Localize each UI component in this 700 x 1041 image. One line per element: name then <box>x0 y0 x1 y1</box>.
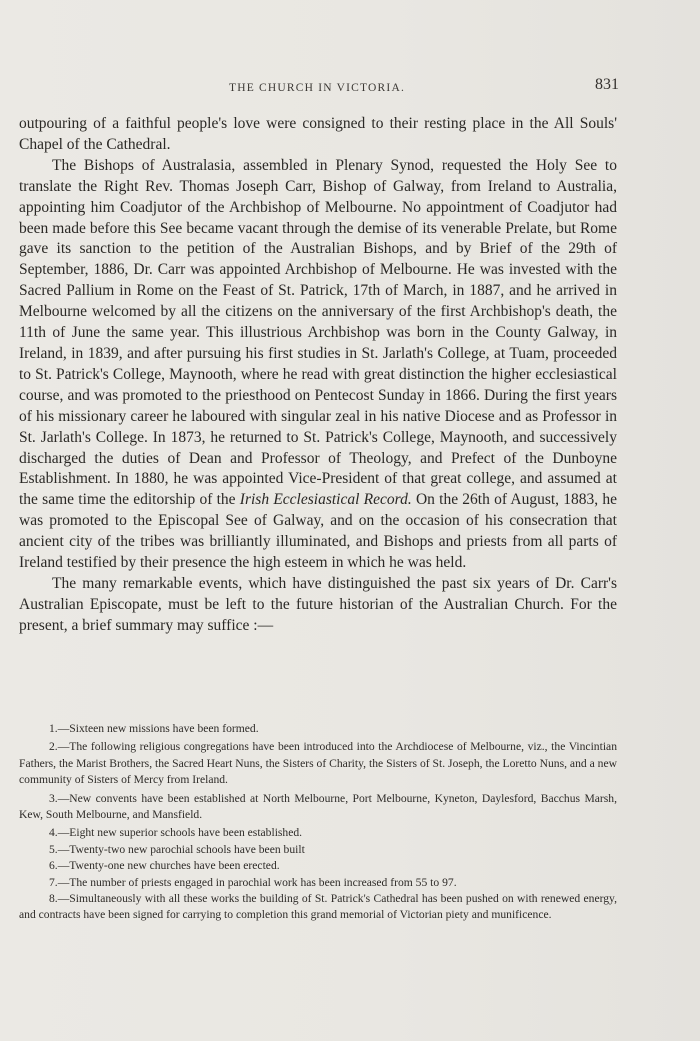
page-header <box>0 76 700 96</box>
paragraph-summary-intro: The many remarkable events, which have distinguished the past six years of Dr. Carr's Australian Episcopate, must be left to the future historian of the Australian Church. For the present, a brief summary may suffice :— <box>19 574 617 634</box>
list-item: 8.—Simultaneously with all these works the building of St. Patrick's Cathedral has been pushed on with renewed energy, and contracts have been signed for carrying to completion this grand memorial of Victorian piety and munificence. <box>19 892 617 922</box>
paragraph-archbishop-carr <box>19 156 617 574</box>
list-item: 2.—The following religious congregations have been introduced into the Archdiocese of Melbourne, viz., the Vincintian Fathers, the Marist Brothers, the Sacred Heart Nuns, the Sisters of Charity, the Sisters of St. Joseph, the Loretto Nuns, and a new community of Sisters of Mercy from Ireland. <box>19 740 617 787</box>
list-item: 5.—Twenty-two new parochial schools have been built <box>49 842 305 856</box>
list-item: 7.—The number of priests engaged in parochial work has been increased from 55 to 97. <box>49 875 457 889</box>
main-text <box>19 114 617 637</box>
running-title: THE CHURCH IN VICTORIA. <box>229 82 406 94</box>
list-item: 3.—New convents have been established at North Melbourne, Port Melbourne, Kyneton, Daylesford, Bacchus Marsh, Kew, South Melbourne, and Mansfield. <box>19 791 617 822</box>
paragraph-continued: outpouring of a faithful people's love were consigned to their resting place in the All Souls' Chapel of the Cathedral. <box>19 115 617 153</box>
paragraph-text: The Bishops of Australasia, assembled in Plenary Synod, requested the Holy See to translate the Right Rev. Thomas Joseph Carr, Bishop of Galway, from Ireland to Australia, appointing him Coadjutor of the Archbishop of Melbourne. No appointment of Coadjutor had been made before this See became vacant through the demise of its venerable Prelate, but Rome gave its sanction to the petition of the Australian Bishops, and by Brief of the 29th of September, 1886, Dr. Carr was appointed Archbishop of Melbourne. He was invested with the Sacred Pallium in Rome on the Feast of St. Patrick, 17th of March, in 1887, and he arrived in Melbourne welcomed by all the citizens on the anniversary of the first Archbishop's death, the 11th of June the same year. This illustrious Archbishop was born in the County Galway, in Ireland, in 1839, and after pursuing his first studies in St. Jarlath's College, at Tuam, proceeded to St. Patrick's College, Maynooth, where he read with great distinction the higher ecclesiastical course, and was promoted to the priesthood on Pentecost Sunday in 1866. During the first years of his missionary career he laboured with singular zeal in his native Diocese and as Professor in St. Jarlath's College. In 1873, he returned to St. Patrick's College, Maynooth, and successively discharged the duties of Dean and Professor of Theology, and Prefect of the Dunboyne Establishment. In 1880, he was appointed Vice-President of that great college, and assumed at the same time the editorship of the <box>19 156 617 509</box>
page-number: 831 <box>595 76 619 93</box>
paragraph-text: On the 26th of August, 1883, he was promoted to the Episcopal See of Galway, and on the occasion of his consecration that ancient city of the tribes was brilliantly illuminated, and Bishops and priests from all parts of Ireland testified by their presence the high esteem in which he was held. <box>19 491 618 572</box>
list-item: 6.—Twenty-one new churches have been erected. <box>49 859 280 873</box>
list-item: 1.—Sixteen new missions have been formed. <box>49 722 259 735</box>
publication-title: Irish Ecclesiastical Record. <box>239 491 412 509</box>
list-item: 4.—Eight new superior schools have been established. <box>49 826 303 840</box>
summary-list <box>19 721 617 924</box>
